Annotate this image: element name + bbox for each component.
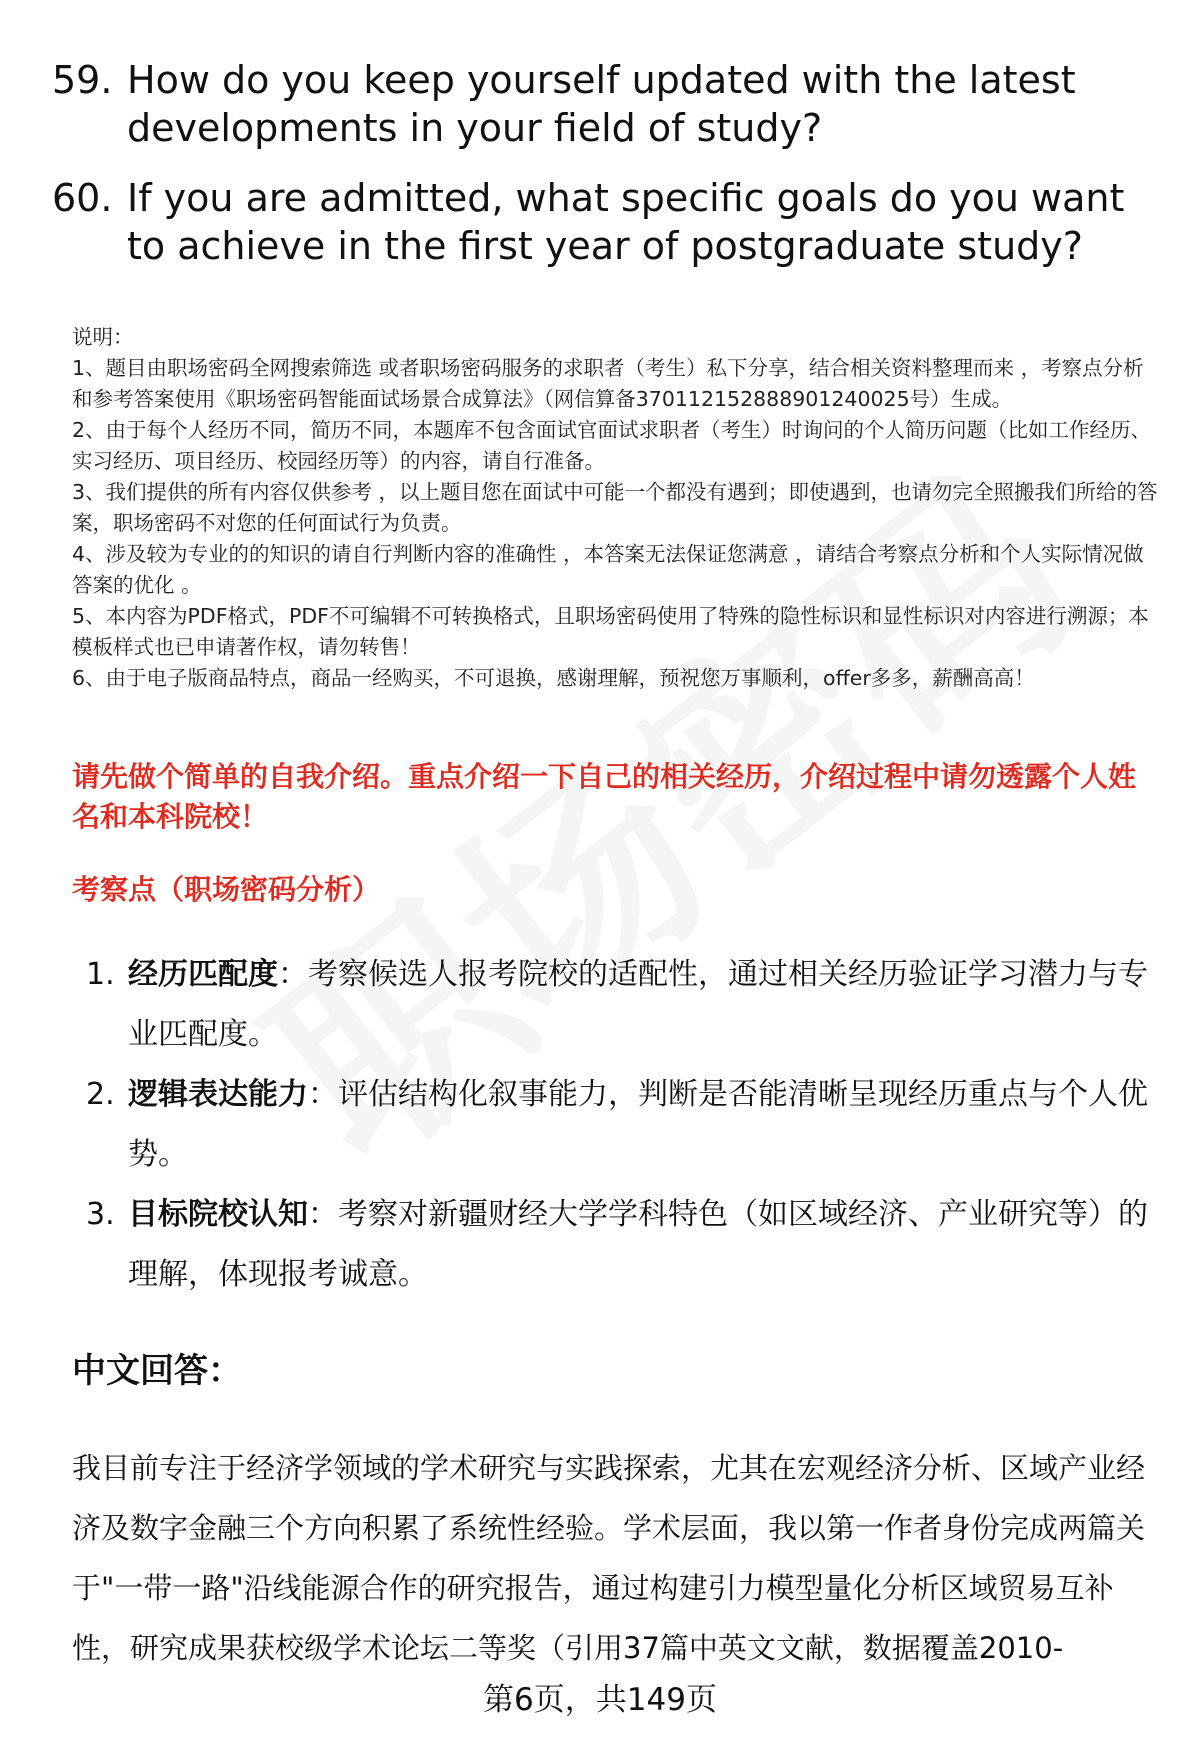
point-text: 评估结构化叙事能力，判断是否能清晰呈现经历重点与个人优势。 [128,1077,1148,1172]
point-title: 目标院校认知 [128,1197,308,1232]
interview-question: 请先做个简单的自我介绍。重点介绍一下自己的相关经历，介绍过程中请勿透露个人姓名和本科院校！ [72,760,1137,833]
note-item: 1、题目由职场密码全网搜索筛选 或者职场密码服务的求职者（考生）私下分享，结合相关资料整理而来 ，考察点分析和参考答案使用《职场密码智能面试场景合成算法》（网信算备370112152888901240025号）生成。 [72,356,1144,411]
question-number: 59. [52,58,113,102]
note-item: 2、由于每个人经历不同，简历不同，本题库不包含面试官面试求职者（考生）时询问的个人简历问题（比如工作经历、实习经历、项目经历、校园经历等）的内容，请自行准备。 [72,418,1152,473]
note-item: 5、本内容为PDF格式，PDF不可编辑不可转换格式，且职场密码使用了特殊的隐性标识和显性标识对内容进行溯源；本模板样式也已申请著作权，请勿转售！ [72,604,1149,659]
note-item: 6、由于电子版商品特点，商品一经购买，不可退换，感谢理解，预祝您万事顺利，offer多多，薪酬高高！ [72,666,1035,690]
analysis-point [72,945,1162,1065]
question-text: How do you keep yourself updated with the latest developments in your field of study? [127,58,1076,150]
point-title: 经历匹配度 [128,957,278,992]
analysis-heading: 考察点（职场密码分析） [72,873,381,906]
page-footer: 第6页，共149页 [483,1682,717,1718]
point-text: 考察对新疆财经大学学科特色（如区域经济、产业研究等）的理解，体现报考诚意。 [128,1197,1148,1292]
point-separator: ： [278,957,308,992]
point-separator: ： [308,1077,338,1112]
point-separator: ： [308,1197,338,1232]
note-item: 3、我们提供的所有内容仅供参考 ，以上题目您在面试中可能一个都没有遇到；即使遇到，也请勿完全照搬我们所给的答案，职场密码不对您的任何面试行为负责。 [72,480,1158,535]
point-text: 考察候选人报考院校的适配性，通过相关经历验证学习潜力与专业匹配度。 [128,957,1148,1052]
analysis-point [72,1065,1162,1185]
answer-heading: 中文回答： [72,1351,242,1391]
analysis-points [72,945,1162,1305]
point-title: 逻辑表达能力 [128,1077,308,1112]
point-number: 3. [86,1197,115,1232]
notes-heading: 说明： [72,325,134,349]
analysis-point [72,1185,1162,1305]
disclaimer-notes [72,322,1164,694]
note-item: 4、涉及较为专业的的知识的请自行判断内容的准确性 ，本答案无法保证您满意 ，请结合考察点分析和个人实际情况做答案的优化 。 [72,542,1144,597]
answer-text: 我目前专注于经济学领域的学术研究与实践探索，尤其在宏观经济分析、区域产业经济及数字金融三个方向积累了系统性经验。学术层面，我以第一作者身份完成两篇关于"一带一路"沿线能源合作的研究报告，通过构建引力模型量化分析区域贸易互补性，研究成果获校级学术论坛二等奖（引用37篇中英文文献，数据覆盖2010- [72,1451,1146,1665]
question-number: 60. [52,176,113,220]
point-number: 1. [86,957,115,992]
point-number: 2. [86,1077,115,1112]
question-text: If you are admitted, what specific goals do you want to achieve in the first year of postgraduate study? [127,176,1125,268]
